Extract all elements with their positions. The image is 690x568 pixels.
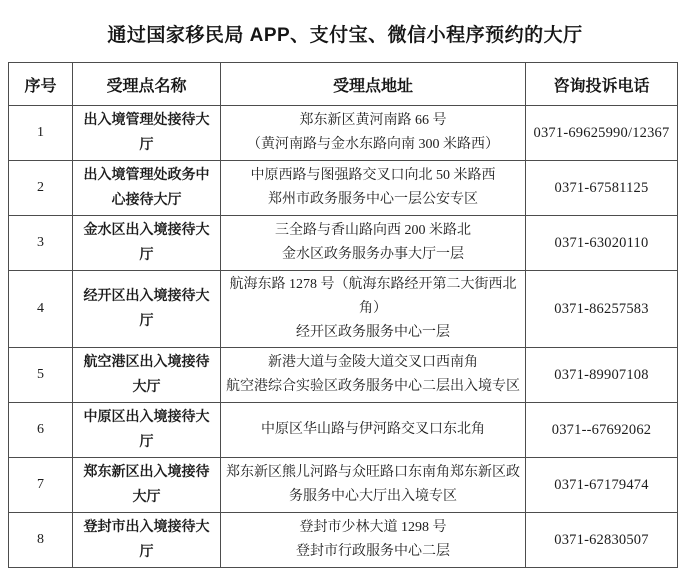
office-phone: 0371-89907108	[526, 348, 678, 403]
office-address	[221, 106, 526, 161]
office-address	[221, 161, 526, 216]
row-serial-number: 5	[9, 348, 73, 403]
office-address	[221, 271, 526, 348]
office-name: 登封市出入境接待大厅	[73, 513, 221, 568]
address-line: 新港大道与金陵大道交叉口西南角	[268, 355, 478, 370]
address-line: （黄河南路与金水东路向南 300 米路西）	[247, 137, 499, 152]
office-phone: 0371-67581125	[526, 161, 678, 216]
row-serial-number: 7	[9, 458, 73, 513]
table-row	[9, 106, 678, 161]
header-office-name: 受理点名称	[73, 63, 221, 106]
row-serial-number: 4	[9, 271, 73, 348]
header-phone: 咨询投诉电话	[526, 63, 678, 106]
address-line: 经开区政务服务中心一层	[296, 325, 450, 340]
office-phone: 0371-86257583	[526, 271, 678, 348]
address-line: 中原区华山路与伊河路交叉口东北角	[261, 422, 485, 437]
office-phone: 0371-63020110	[526, 216, 678, 271]
office-phone: 0371-67179474	[526, 458, 678, 513]
table-row	[9, 348, 678, 403]
header-serial-number: 序号	[9, 63, 73, 106]
address-line: 登封市行政服务中心二层	[296, 544, 450, 559]
office-phone: 0371--67692062	[526, 403, 678, 458]
office-phone: 0371-69625990/12367	[526, 106, 678, 161]
table-row	[9, 458, 678, 513]
appointment-halls-table	[8, 62, 678, 568]
row-serial-number: 6	[9, 403, 73, 458]
row-serial-number: 1	[9, 106, 73, 161]
table-row	[9, 216, 678, 271]
row-serial-number: 8	[9, 513, 73, 568]
table-row	[9, 161, 678, 216]
office-address	[221, 458, 526, 513]
page-title: 通过国家移民局 APP、支付宝、微信小程序预约的大厅	[107, 25, 583, 46]
office-name: 郑东新区出入境接待大厅	[73, 458, 221, 513]
address-line: 航海东路 1278 号（航海东路经开第二大街西北角）	[229, 277, 517, 316]
office-name: 出入境管理处政务中心接待大厅	[73, 161, 221, 216]
address-line: 郑东新区黄河南路 66 号	[299, 113, 447, 128]
table-row	[9, 403, 678, 458]
office-name: 中原区出入境接待大厅	[73, 403, 221, 458]
table-row	[9, 513, 678, 568]
office-name: 出入境管理处接待大厅	[73, 106, 221, 161]
office-address	[221, 513, 526, 568]
address-line: 登封市少林大道 1298 号	[299, 520, 447, 535]
address-line: 航空港综合实验区政务服务中心二层出入境专区	[226, 379, 520, 394]
office-address	[221, 403, 526, 458]
office-address	[221, 216, 526, 271]
office-name: 金水区出入境接待大厅	[73, 216, 221, 271]
office-name: 航空港区出入境接待大厅	[73, 348, 221, 403]
address-line: 郑东新区熊儿河路与众旺路口东南角郑东新区政务服务中心大厅出入境专区	[226, 465, 520, 504]
office-address	[221, 348, 526, 403]
row-serial-number: 2	[9, 161, 73, 216]
row-serial-number: 3	[9, 216, 73, 271]
address-line: 金水区政务服务办事大厅一层	[282, 247, 464, 262]
address-line: 中原西路与图强路交叉口向北 50 米路西	[250, 168, 496, 183]
header-office-address: 受理点地址	[221, 63, 526, 106]
address-line: 三全路与香山路向西 200 米路北	[275, 223, 471, 238]
address-line: 郑州市政务服务中心一层公安专区	[268, 192, 478, 207]
table-header-row	[9, 63, 678, 106]
office-name: 经开区出入境接待大厅	[73, 271, 221, 348]
office-phone: 0371-62830507	[526, 513, 678, 568]
table-row	[9, 271, 678, 348]
